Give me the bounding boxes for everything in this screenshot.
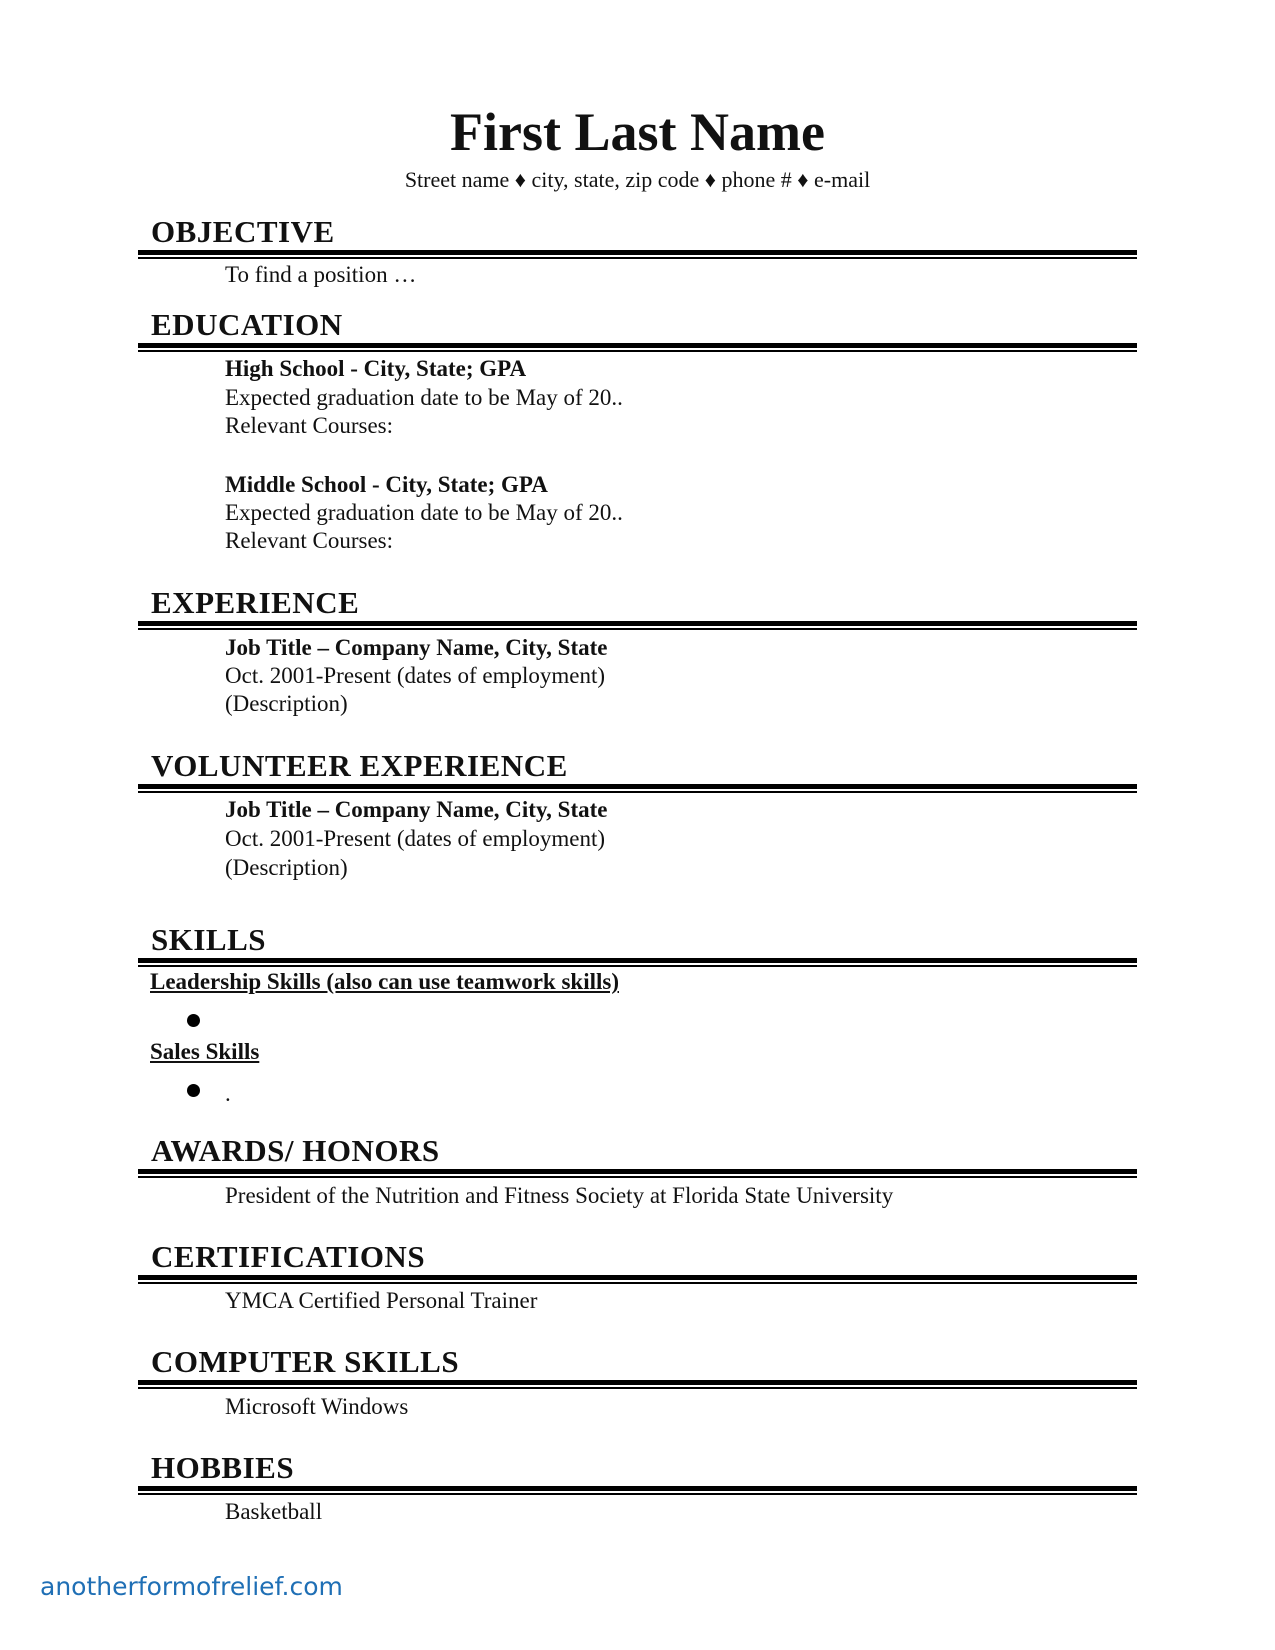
section-rule [138, 1380, 1137, 1389]
volunteer-job-title: Job Title – Company Name, City, State [225, 797, 608, 822]
section-heading-computer-skills: COMPUTER SKILLS [151, 1344, 460, 1379]
computer-skills-text: Microsoft Windows [225, 1394, 409, 1419]
section-heading-hobbies: HOBBIES [151, 1450, 295, 1485]
volunteer-description: (Description) [225, 855, 348, 880]
hobbies-text: Basketball [225, 1499, 323, 1524]
education-graduation: Expected graduation date to be May of 20.. [225, 500, 623, 525]
resume-name: First Last Name [450, 102, 825, 162]
contact-line: Street name ♦ city, state, zip code ♦ phone # ♦ e-mail [404, 167, 871, 192]
education-courses: Relevant Courses: [225, 528, 393, 553]
section-heading-certifications: CERTIFICATIONS [151, 1239, 426, 1274]
watermark-link[interactable]: anotherformofrelief.com [40, 1572, 343, 1601]
certifications-text: YMCA Certified Personal Trainer [225, 1288, 538, 1313]
objective-text: To find a position … [225, 262, 417, 287]
experience-dates: Oct. 2001-Present (dates of employment) [225, 663, 606, 688]
volunteer-dates: Oct. 2001-Present (dates of employment) [225, 826, 606, 851]
section-rule [138, 621, 1137, 630]
section-heading-awards: AWARDS/ HONORS [151, 1133, 440, 1168]
section-rule [138, 1275, 1137, 1284]
experience-job-title: Job Title – Company Name, City, State [225, 635, 608, 660]
section-rule [138, 343, 1137, 352]
section-rule [138, 1486, 1137, 1495]
sales-skill-item: . [225, 1081, 231, 1106]
education-school: High School - City, State; GPA [225, 356, 527, 381]
bullet-point [187, 1084, 200, 1097]
skills-sales-label: Sales Skills [150, 1039, 260, 1064]
section-heading-skills: SKILLS [151, 922, 267, 957]
experience-description: (Description) [225, 691, 348, 716]
section-rule [138, 958, 1137, 967]
awards-text: President of the Nutrition and Fitness Society at Florida State University [225, 1183, 894, 1208]
education-courses: Relevant Courses: [225, 413, 393, 438]
section-rule [138, 1169, 1137, 1178]
bullet-point [187, 1014, 200, 1027]
section-rule [138, 250, 1137, 259]
education-school: Middle School - City, State; GPA [225, 472, 548, 497]
section-rule [138, 784, 1137, 793]
section-heading-volunteer: VOLUNTEER EXPERIENCE [151, 748, 568, 783]
skills-leadership-label: Leadership Skills (also can use teamwork skills) [150, 969, 619, 994]
education-graduation: Expected graduation date to be May of 20.. [225, 385, 623, 410]
section-heading-education: EDUCATION [151, 307, 343, 342]
section-heading-objective: OBJECTIVE [151, 214, 335, 249]
section-heading-experience: EXPERIENCE [151, 585, 360, 620]
